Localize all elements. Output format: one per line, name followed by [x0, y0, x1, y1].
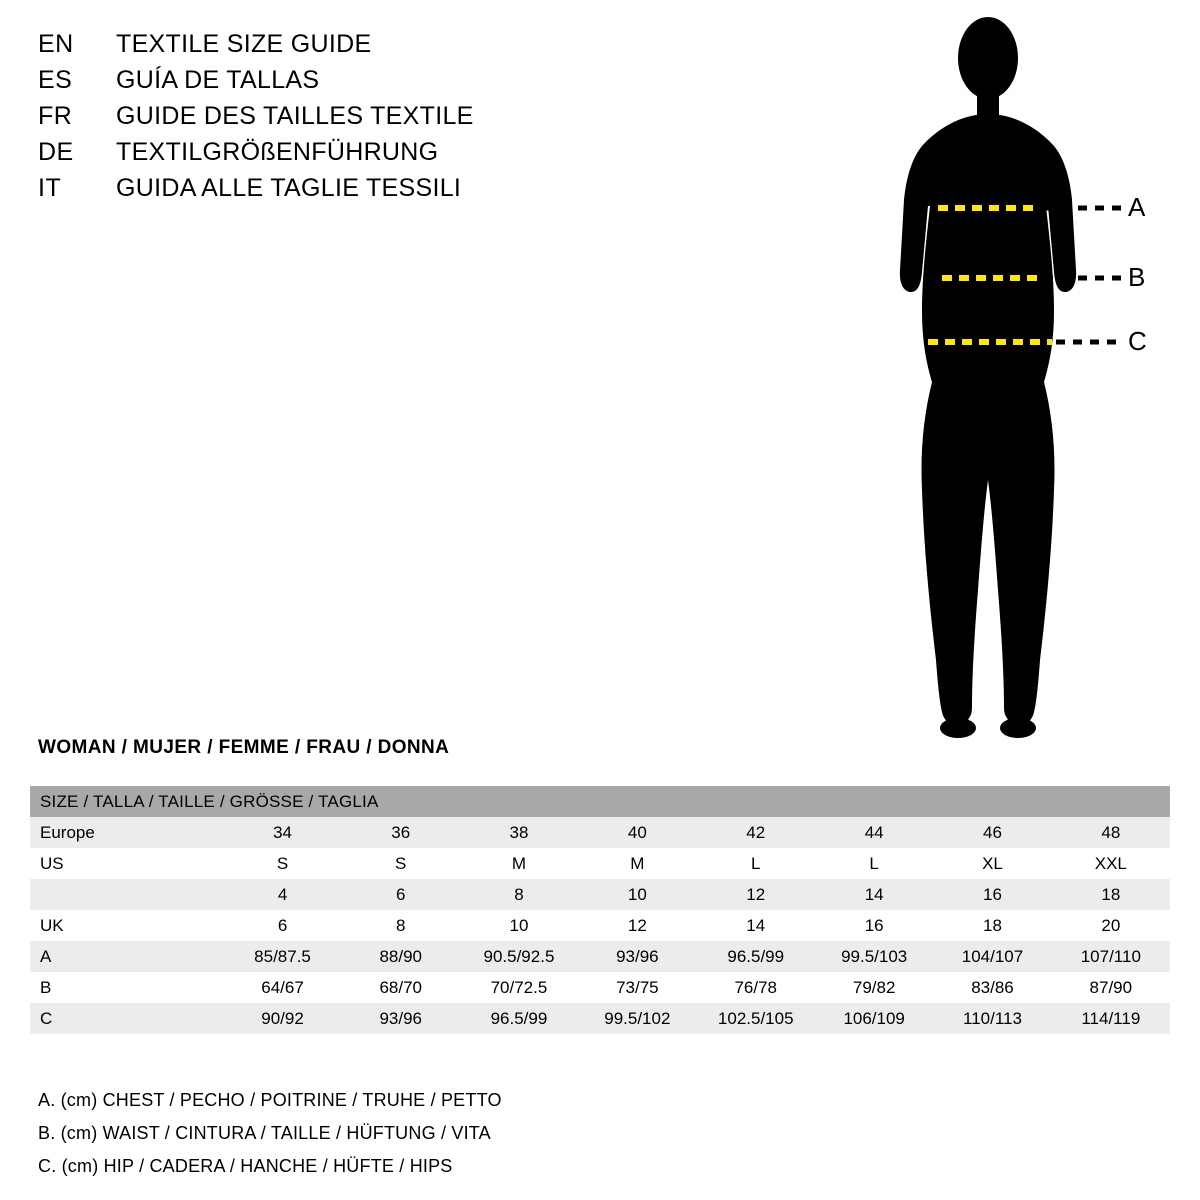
cell: XL: [933, 848, 1051, 879]
table-row: [30, 817, 1170, 848]
cell: 114/119: [1052, 1003, 1170, 1034]
cell: 8: [342, 910, 460, 941]
cell: 85/87.5: [223, 941, 341, 972]
marker-label-b: B: [1128, 262, 1146, 292]
row-label: US: [30, 848, 223, 879]
legend-item-hip: C. (cm) HIP / CADERA / HANCHE / HÜFTE / HIPS: [38, 1156, 453, 1176]
table-row: [30, 1003, 1170, 1034]
row-label: [30, 879, 223, 910]
cell: 110/113: [933, 1003, 1051, 1034]
cell: 42: [697, 817, 815, 848]
row-label: UK: [30, 910, 223, 941]
cell: 44: [815, 817, 933, 848]
cell: 14: [815, 879, 933, 910]
cell: 12: [578, 910, 696, 941]
cell: 102.5/105: [697, 1003, 815, 1034]
table-row: [30, 972, 1170, 1003]
cell: S: [342, 848, 460, 879]
cell: 6: [223, 910, 341, 941]
cell: 83/86: [933, 972, 1051, 1003]
cell: 93/96: [342, 1003, 460, 1034]
cell: 107/110: [1052, 941, 1170, 972]
cell: XXL: [1052, 848, 1170, 879]
cell: 12: [697, 879, 815, 910]
cell: M: [578, 848, 696, 879]
row-label: B: [30, 972, 223, 1003]
cell: 36: [342, 817, 460, 848]
cell: 76/78: [697, 972, 815, 1003]
language-row: [38, 174, 558, 204]
cell: 96.5/99: [460, 1003, 578, 1034]
cell: 16: [815, 910, 933, 941]
measurement-legend: [38, 1090, 838, 1189]
cell: 70/72.5: [460, 972, 578, 1003]
table-row: [30, 910, 1170, 941]
female-silhouette-icon: [860, 10, 1190, 750]
cell: L: [815, 848, 933, 879]
table-row: [30, 848, 1170, 879]
cell: 93/96: [578, 941, 696, 972]
cell: 64/67: [223, 972, 341, 1003]
cell: 99.5/103: [815, 941, 933, 972]
size-table: [30, 786, 1170, 1034]
cell: 68/70: [342, 972, 460, 1003]
cell: 14: [697, 910, 815, 941]
table-header-row: [30, 786, 1170, 817]
cell: 99.5/102: [578, 1003, 696, 1034]
cell: S: [223, 848, 341, 879]
cell: 88/90: [342, 941, 460, 972]
language-code: ES: [38, 66, 73, 94]
cell: M: [460, 848, 578, 879]
language-row: [38, 102, 558, 132]
legend-item-waist: B. (cm) WAIST / CINTURA / TAILLE / HÜFTUNG / VITA: [38, 1123, 491, 1143]
language-title-block: [38, 30, 558, 210]
row-label: Europe: [30, 817, 223, 848]
language-title: GUIDA ALLE TAGLIE TESSILI: [116, 174, 462, 202]
row-label: C: [30, 1003, 223, 1034]
language-row: [38, 66, 558, 96]
cell: 8: [460, 879, 578, 910]
cell: 48: [1052, 817, 1170, 848]
language-row: [38, 138, 558, 168]
marker-label-c: C: [1128, 326, 1147, 356]
table-row: [30, 879, 1170, 910]
cell: 20: [1052, 910, 1170, 941]
cell: 106/109: [815, 1003, 933, 1034]
cell: 90.5/92.5: [460, 941, 578, 972]
language-title: GUIDE DES TAILLES TEXTILE: [116, 102, 474, 130]
cell: 38: [460, 817, 578, 848]
language-code: FR: [38, 102, 73, 130]
language-title: TEXTILGRÖßENFÜHRUNG: [116, 138, 439, 166]
row-label: A: [30, 941, 223, 972]
language-row: [38, 30, 558, 60]
cell: 4: [223, 879, 341, 910]
language-code: EN: [38, 30, 74, 58]
cell: 104/107: [933, 941, 1051, 972]
marker-label-a: A: [1128, 192, 1146, 222]
legend-item-chest: A. (cm) CHEST / PECHO / POITRINE / TRUHE / PETTO: [38, 1090, 502, 1110]
cell: 16: [933, 879, 1051, 910]
table-row: [30, 941, 1170, 972]
cell: 18: [1052, 879, 1170, 910]
cell: 73/75: [578, 972, 696, 1003]
cell: 10: [460, 910, 578, 941]
cell: 46: [933, 817, 1051, 848]
section-title: WOMAN / MUJER / FEMME / FRAU / DONNA: [38, 737, 450, 758]
cell: 87/90: [1052, 972, 1170, 1003]
cell: 6: [342, 879, 460, 910]
cell: 79/82: [815, 972, 933, 1003]
language-title: TEXTILE SIZE GUIDE: [116, 30, 372, 58]
cell: 10: [578, 879, 696, 910]
cell: L: [697, 848, 815, 879]
cell: 18: [933, 910, 1051, 941]
cell: 90/92: [223, 1003, 341, 1034]
language-code: IT: [38, 174, 62, 202]
body-measurement-figure: [860, 10, 1190, 750]
cell: 96.5/99: [697, 941, 815, 972]
cell: 40: [578, 817, 696, 848]
table-header-label: SIZE / TALLA / TAILLE / GRÖSSE / TAGLIA: [30, 786, 1170, 817]
language-code: DE: [38, 138, 74, 166]
language-title: GUÍA DE TALLAS: [116, 66, 320, 94]
cell: 34: [223, 817, 341, 848]
